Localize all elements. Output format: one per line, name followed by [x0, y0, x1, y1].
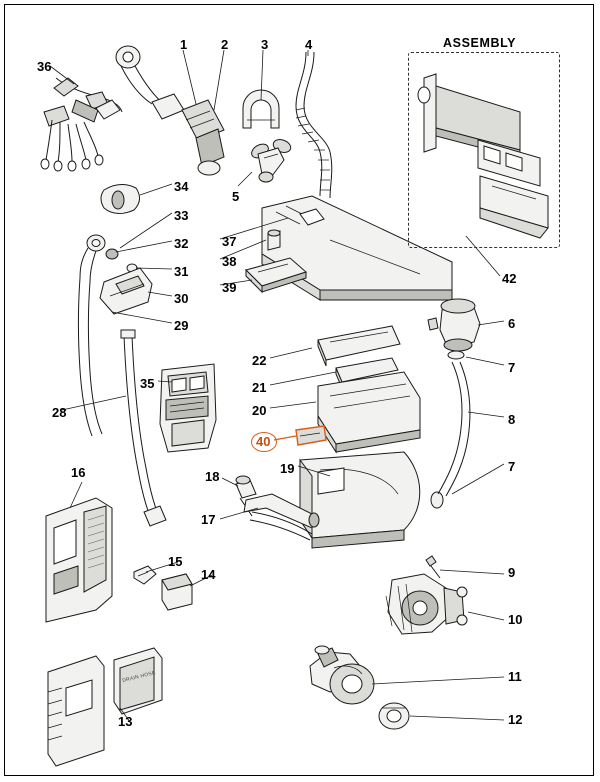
leader-line-40 — [274, 436, 296, 440]
assembly-group-box — [408, 52, 560, 248]
callout-29: 29 — [174, 318, 189, 333]
callout-8: 8 — [508, 412, 516, 427]
callout-32: 32 — [174, 236, 189, 251]
callout-13: 13 — [118, 714, 133, 729]
part-5-y-connector — [249, 137, 292, 182]
callout-30: 30 — [174, 291, 189, 306]
callout-11: 11 — [508, 669, 522, 684]
part-7-grommets — [431, 351, 464, 508]
callout-31: 31 — [174, 264, 189, 279]
callout-42: 42 — [502, 271, 517, 286]
callout-6: 6 — [508, 316, 516, 331]
callout-1: 1 — [180, 37, 188, 52]
part-6-drain-pump-motor — [428, 299, 480, 351]
callout-9: 9 — [508, 565, 516, 580]
part-13-printed-text: DRAIN HOSE — [121, 669, 157, 685]
part-4-drain-hose — [296, 52, 332, 198]
callout-7b: 7 — [508, 459, 516, 474]
callout-35: 35 — [140, 376, 155, 391]
callout-15: 15 — [168, 554, 183, 569]
callout-4: 4 — [305, 37, 313, 52]
part-36-wiring-harness — [41, 78, 122, 171]
callout-28: 28 — [52, 405, 67, 420]
callout-18: 18 — [205, 469, 220, 484]
callout-33: 33 — [174, 208, 189, 223]
part-20-dispenser-housing — [318, 372, 420, 452]
callout-17: 17 — [201, 512, 216, 527]
callout-3: 3 — [261, 37, 269, 52]
callout-16: 16 — [71, 465, 86, 480]
part-35-control-module — [160, 364, 216, 452]
part-29-33-pressure-hose — [79, 235, 153, 436]
part-28-tube — [121, 330, 166, 526]
callout-20: 20 — [252, 403, 267, 418]
part-38-cap — [268, 230, 280, 250]
callout-40: 40 — [256, 434, 271, 449]
callout-14: 14 — [201, 567, 216, 582]
callout-37: 37 — [222, 234, 237, 249]
callout-5: 5 — [232, 189, 240, 204]
callout-7a: 7 — [508, 360, 516, 375]
callout-2: 2 — [221, 37, 229, 52]
part-9-10-motor — [386, 556, 467, 634]
part-1-2-drive-motor — [116, 46, 224, 175]
callout-39: 39 — [222, 280, 237, 295]
part-34-door-switch — [101, 184, 140, 213]
part-16-main-pcb — [46, 498, 112, 622]
part-11-12-pump — [310, 646, 409, 729]
callout-19: 19 — [280, 461, 295, 476]
callout-22: 22 — [252, 353, 267, 368]
part-13-rear-panel — [48, 648, 162, 766]
callout-21: 21 — [252, 380, 267, 395]
callout-38: 38 — [222, 254, 237, 269]
callout-10: 10 — [508, 612, 523, 627]
part-8-drain-hose-8 — [438, 362, 470, 496]
part-40-seal — [296, 426, 326, 445]
callout-12: 12 — [508, 712, 523, 727]
part-14-15-capacitor — [134, 566, 192, 610]
callout-36: 36 — [37, 59, 52, 74]
part-19-sump-tub — [300, 452, 420, 548]
callout-34: 34 — [174, 179, 189, 194]
assembly-label: ASSEMBLY — [443, 36, 517, 50]
